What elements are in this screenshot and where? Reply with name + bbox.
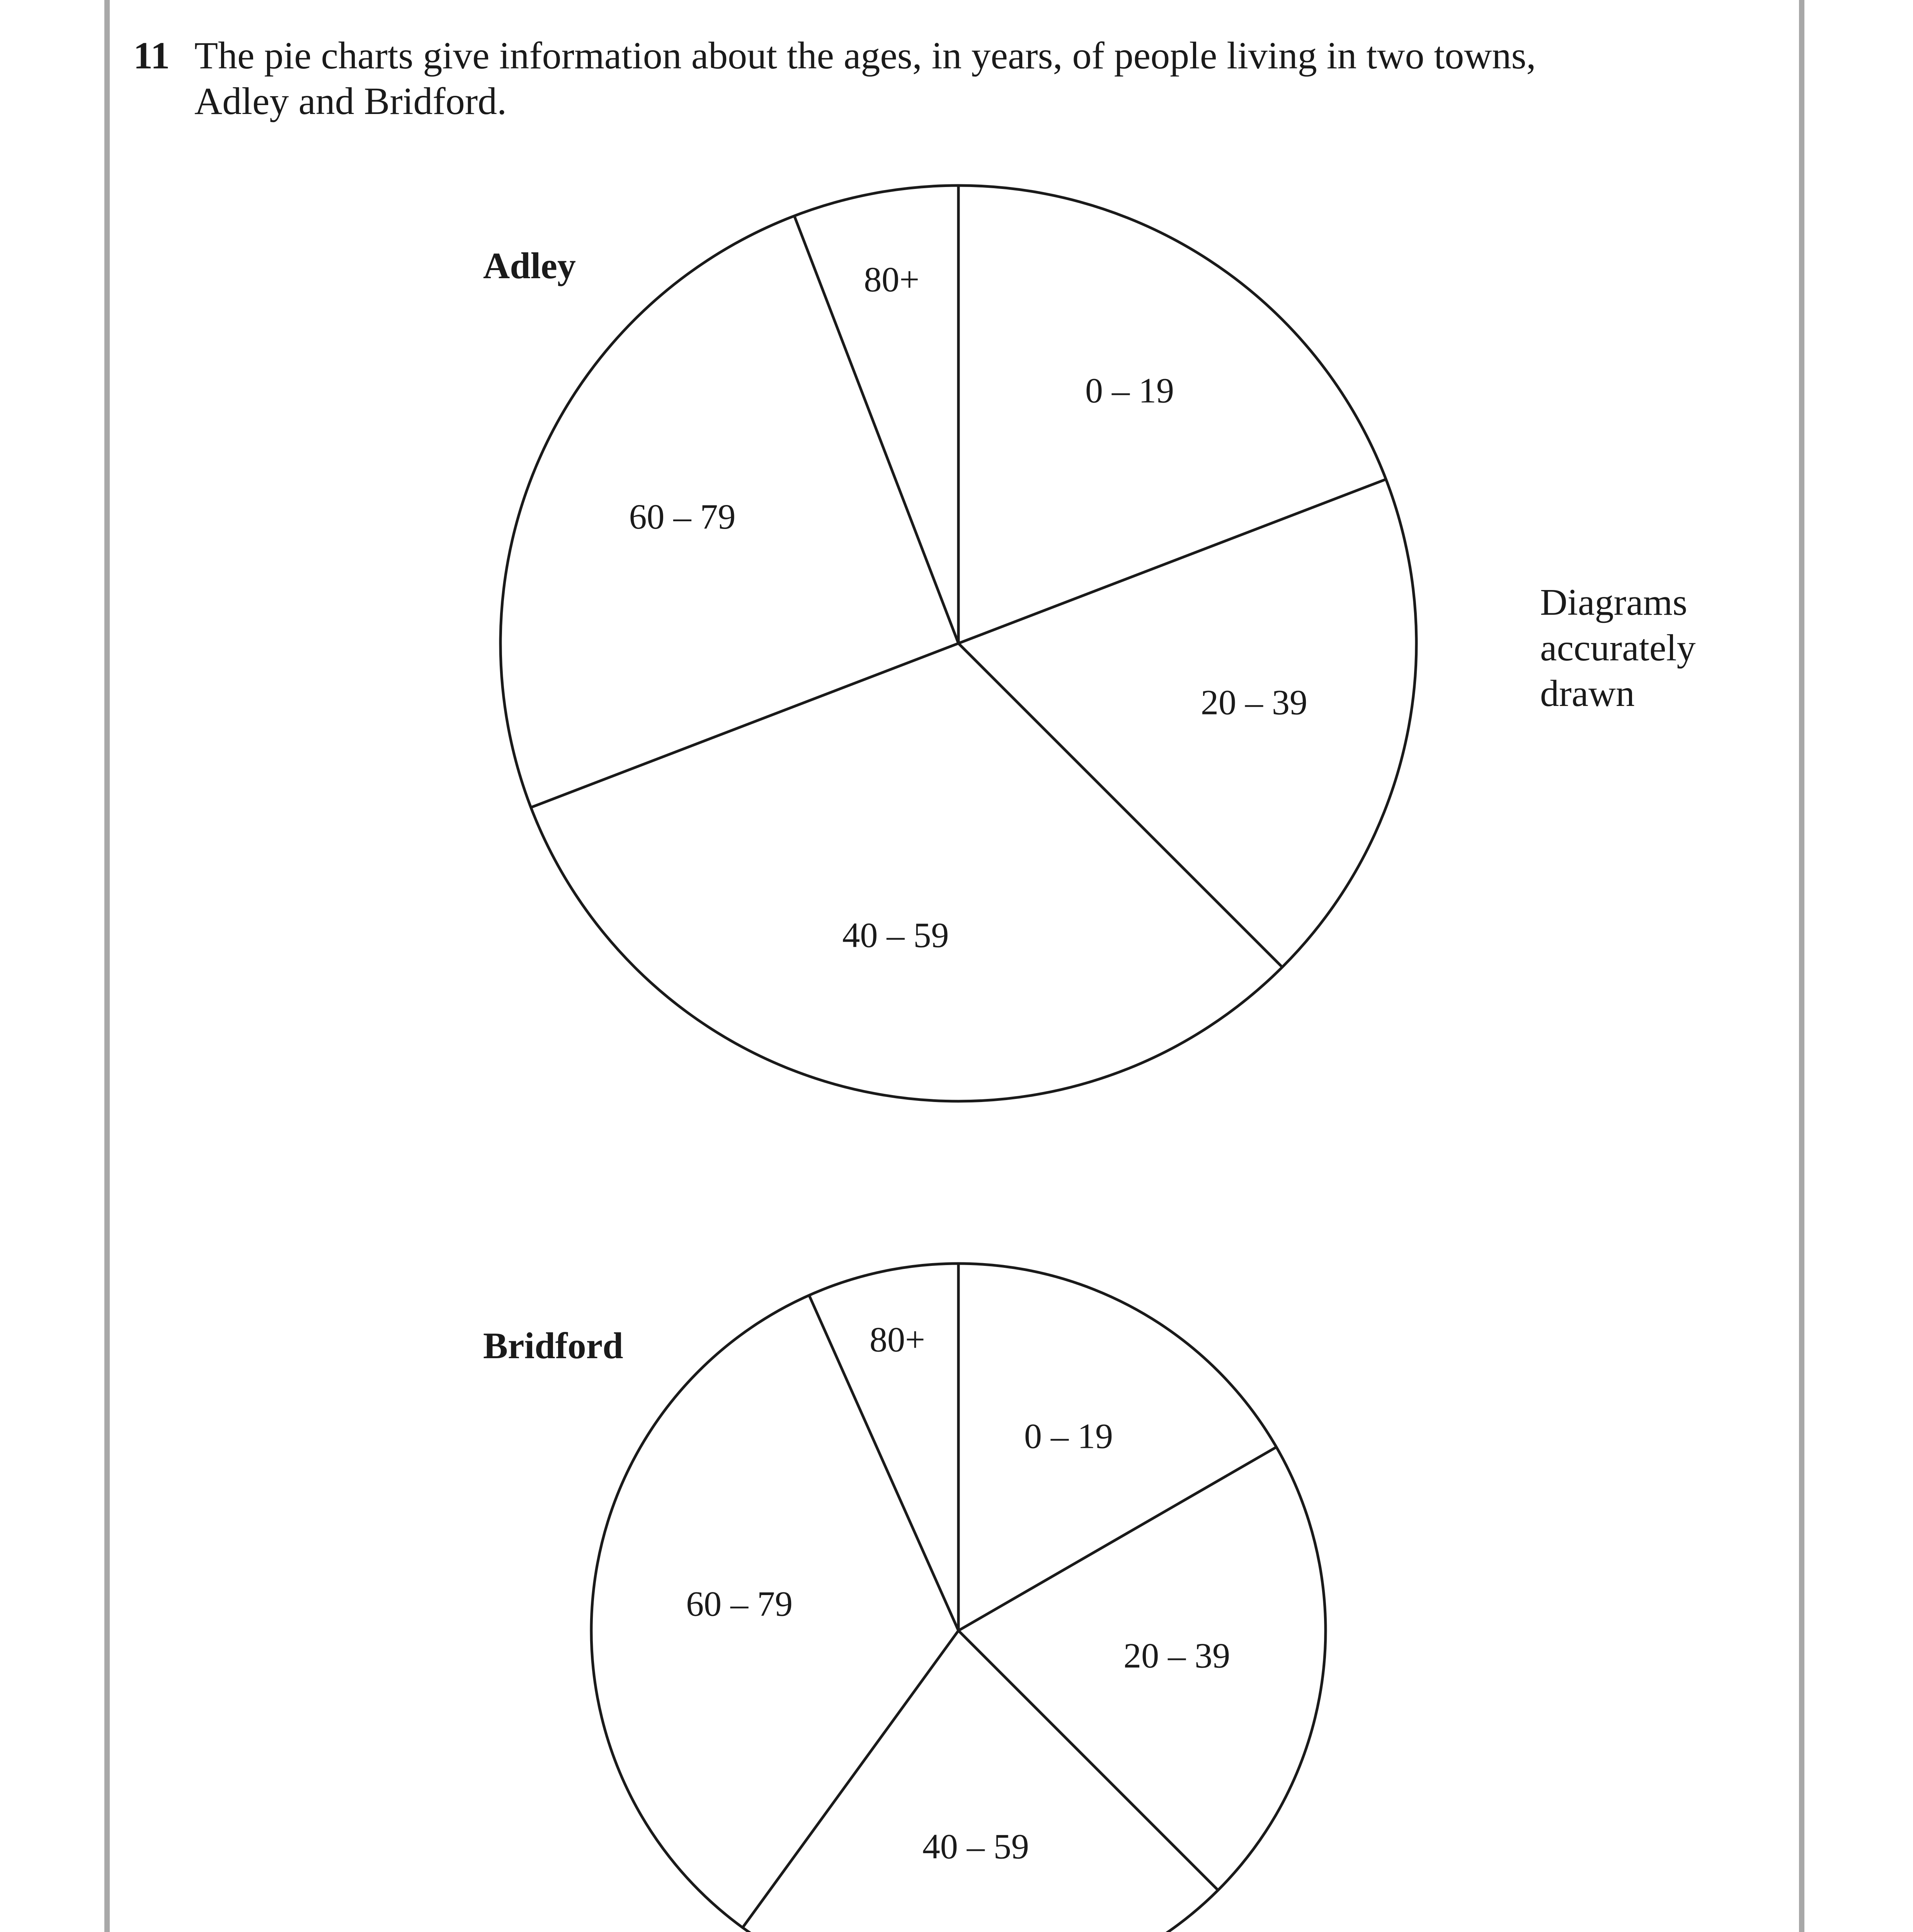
question-intro-line-2: Adley and Bridford. <box>194 80 507 122</box>
pie-radius-bridford-2039 <box>958 1447 1276 1631</box>
side-note-line-3: drawn <box>1540 673 1635 714</box>
pie-radius-adley-6079 <box>531 643 958 808</box>
pie-label-adley-4059: 40 – 59 <box>842 915 949 955</box>
diagrams-accurately-drawn-note <box>1540 580 1696 716</box>
pie-label-bridford-2039: 20 – 39 <box>1123 1636 1231 1675</box>
pie-label-bridford-6079: 60 – 79 <box>686 1584 793 1624</box>
question-number: 11 <box>133 34 170 77</box>
pie-label-bridford-80plus: 80+ <box>870 1320 925 1359</box>
side-note-line-2: accurately <box>1540 627 1696 669</box>
pie-radius-bridford-6079 <box>743 1631 958 1928</box>
pie-title-bridford: Bridford <box>483 1325 623 1366</box>
side-note-line-1: Diagrams <box>1540 582 1687 623</box>
pie-label-adley-6079: 60 – 79 <box>629 497 736 537</box>
pie-label-adley-019: 0 – 19 <box>1085 371 1174 410</box>
pie-label-adley-2039: 20 – 39 <box>1201 682 1308 722</box>
pie-label-adley-80plus: 80+ <box>864 259 920 299</box>
pie-label-bridford-019: 0 – 19 <box>1024 1416 1113 1456</box>
pie-title-adley: Adley <box>483 245 576 286</box>
question-intro-line-1: The pie charts give information about the ages, in years, of people living in two towns, <box>194 34 1536 77</box>
pie-radius-adley-2039 <box>958 479 1386 643</box>
pie-label-bridford-4059: 40 – 59 <box>922 1827 1029 1866</box>
